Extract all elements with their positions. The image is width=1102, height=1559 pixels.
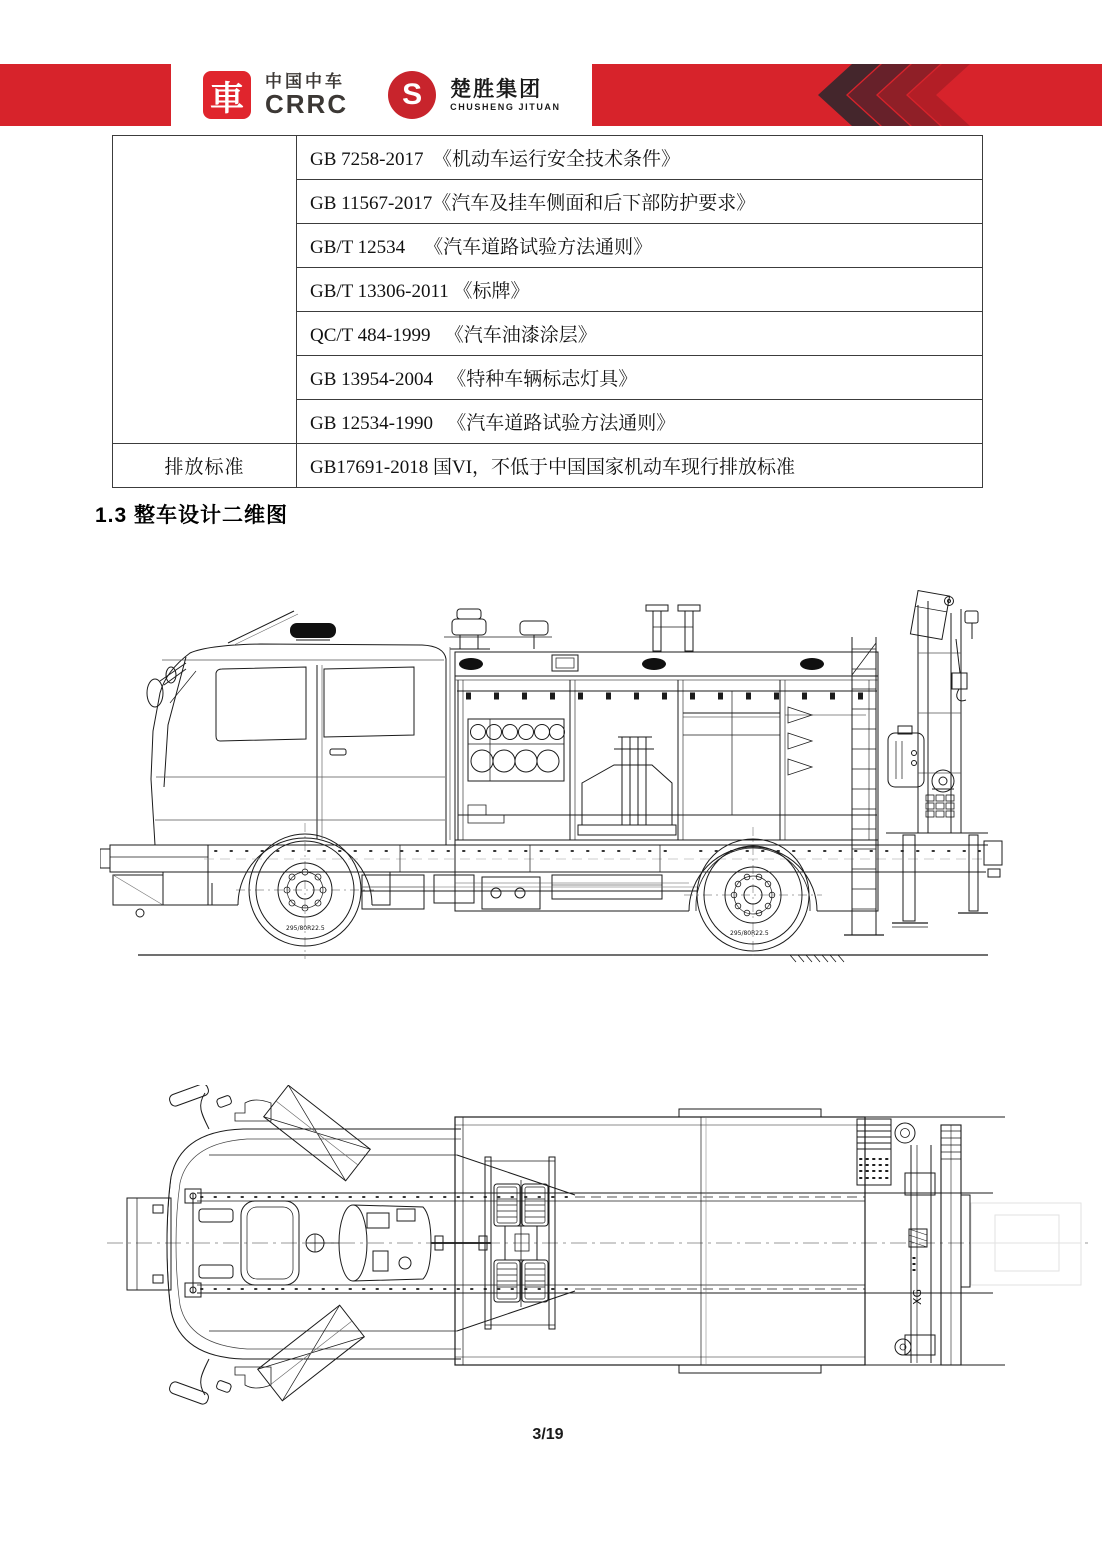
front-tire-label: 295/80R22.5 xyxy=(286,925,325,932)
standard-cell: GB 11567-2017《汽车及挂车侧面和后下部防护要求》 xyxy=(297,180,983,224)
section-heading: 1.3 整车设计二维图 xyxy=(95,504,289,527)
standard-cell: GB/T 13306-2011 《标牌》 xyxy=(297,268,983,312)
header-band xyxy=(0,64,1102,126)
standard-cell: QC/T 484-1999 《汽车油漆涂层》 xyxy=(297,312,983,356)
emission-label-cell: 排放标准 xyxy=(113,444,297,488)
merged-standards-label-cell xyxy=(113,136,297,444)
standard-cell: GB/T 12534 《汽车道路试验方法通则》 xyxy=(297,224,983,268)
chusheng-name-en: CHUSHENG JITUAN xyxy=(450,102,561,113)
crrc-name-en: CRRC xyxy=(265,89,349,120)
chusheng-logo-text xyxy=(450,78,561,112)
chusheng-logo-icon: S xyxy=(388,71,436,119)
crrc-name-cn: 中国中车 xyxy=(265,71,345,91)
emission-row xyxy=(113,444,983,488)
table-row xyxy=(113,136,983,180)
side-view-drawing xyxy=(100,583,1010,968)
rear-tire-label: 295/80R22.5 xyxy=(730,930,769,937)
top-view-drawing xyxy=(105,1085,1095,1405)
standard-cell: GB 7258-2017 《机动车运行安全技术条件》 xyxy=(297,136,983,180)
crane-marking-label: XG xyxy=(911,1288,924,1305)
chevron-decoration-icon xyxy=(818,64,990,126)
standard-cell: GB 12534-1990 《汽车道路试验方法通则》 xyxy=(297,400,983,444)
logo-panel xyxy=(171,64,592,126)
page-number: 3/19 xyxy=(532,1426,564,1443)
standards-table xyxy=(112,135,983,488)
standard-cell: GB 13954-2004 《特种车辆标志灯具》 xyxy=(297,356,983,400)
emission-value-cell: GB17691-2018 国VI，不低于中国国家机动车现行排放标准 xyxy=(297,444,983,488)
crrc-logo-icon: 車 xyxy=(203,71,251,119)
chusheng-name-cn: 楚胜集团 xyxy=(450,77,543,101)
crrc-logo-text xyxy=(265,73,348,118)
